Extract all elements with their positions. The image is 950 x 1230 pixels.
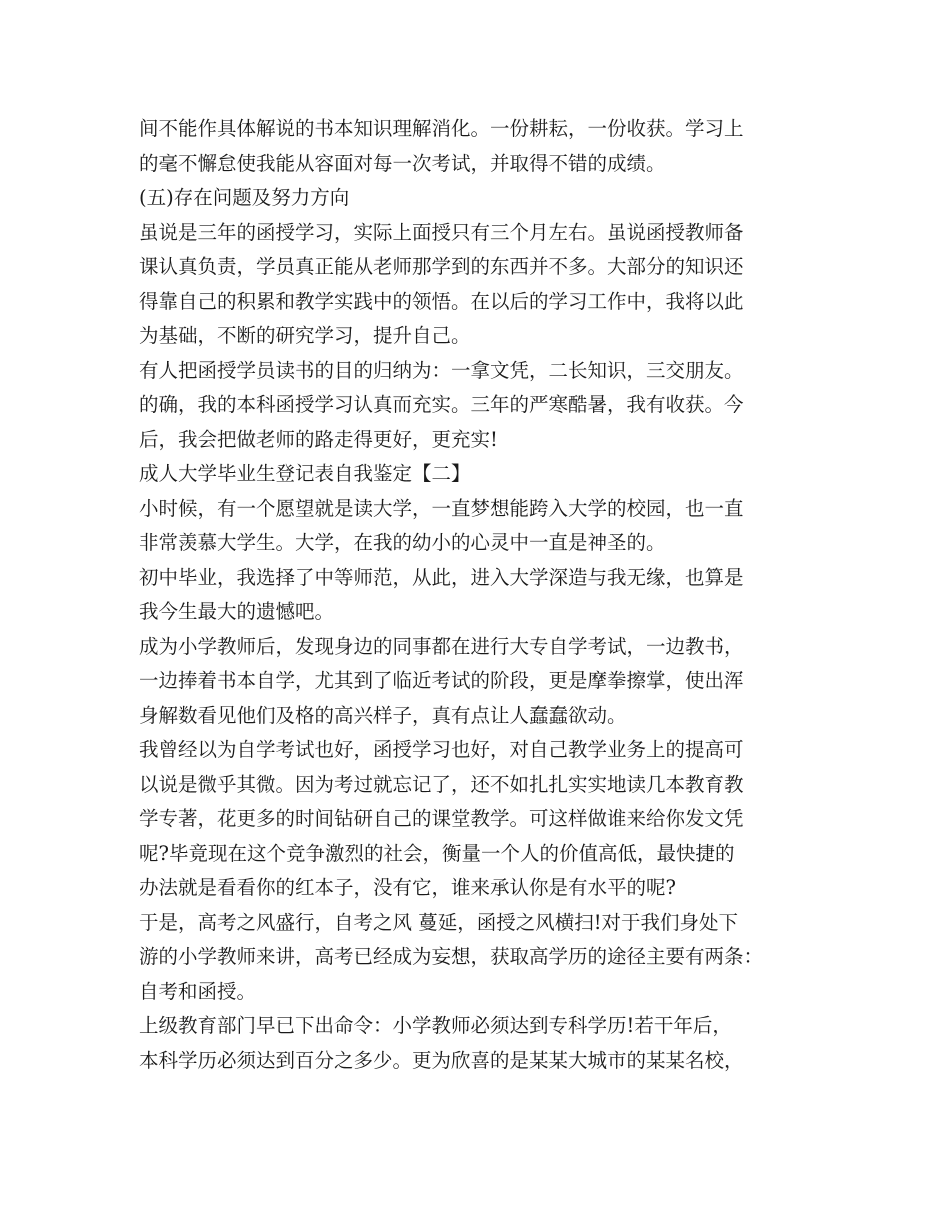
text-line: 学专著，花更多的时间钻研自己的课堂教学。可这样做谁来给你发文凭: [139, 807, 744, 830]
text-line: 间不能作具体解说的书本知识理解消化。一份耕耘，一份收获。学习上: [139, 117, 744, 140]
text-line: 我今生最大的遗憾吧。: [139, 600, 335, 623]
text-line: 于是，高考之风盛行，自考之风 蔓延，函授之风横扫!对于我们身处下: [139, 910, 739, 934]
text-line: 成为小学教师后，发现身边的同事都在进行大专自学考试，一边教书，: [139, 634, 744, 658]
text-line: 呢?毕竟现在这个竞争激烈的社会，衡量一个人的价值高低，最快捷的: [139, 841, 735, 865]
text-line: 虽说是三年的函授学习，实际上面授只有三个月左右。虽说函授教师备: [139, 220, 744, 244]
text-line: 办法就是看看你的红本子，没有它，谁来承认你是有水平的呢?: [139, 876, 676, 899]
text-line: 初中毕业，我选择了中等师范，从此，进入大学深造与我无缘，也算是: [139, 565, 744, 589]
document-body: [139, 112, 829, 1078]
text-line: 的毫不懈怠使我能从容面对每一次考试，并取得不错的成绩。: [139, 151, 666, 175]
text-line: 游的小学教师来讲，高考已经成为妄想，获取高学历的途径主要有两条：: [139, 945, 764, 968]
text-line: 上级教育部门早已下出命令：小学教师必须达到专科学历!若干年后，: [139, 1014, 732, 1037]
text-line: 非常羡慕大学生。大学，在我的幼小的心灵中一直是神圣的。: [139, 531, 666, 554]
text-line: 一边捧着书本自学，尤其到了临近考试的阶段，更是摩拳擦掌，使出浑: [139, 669, 744, 692]
text-line: 自考和函授。: [139, 979, 257, 1003]
text-line: 为基础，不断的研究学习，提升自己。: [139, 324, 471, 347]
text-line: 身解数看见他们及格的高兴样子，真有点让人蠢蠢欲动。: [139, 703, 627, 727]
text-line: 小时候，有一个愿望就是读大学，一直梦想能跨入大学的校园，也一直: [139, 496, 744, 520]
text-line: 课认真负责，学员真正能从老师那学到的东西并不多。大部分的知识还: [139, 255, 744, 278]
text-line: 的确，我的本科函授学习认真而充实。三年的严寒酷暑，我有收获。今: [139, 393, 744, 416]
section-heading: (五)存在问题及努力方向: [139, 186, 350, 209]
section-title: 成人大学毕业生登记表自我鉴定【二】: [139, 462, 471, 485]
text-line: 本科学历必须达到百分之多少。更为欣喜的是某某大城市的某某名校，: [139, 1048, 744, 1072]
text-line: 得靠自己的积累和教学实践中的领悟。在以后的学习工作中，我将以此: [139, 289, 744, 313]
text-line: 以说是微乎其微。因为考过就忘记了，还不如扎扎实实地读几本教育教: [139, 772, 744, 796]
text-line: 我曾经以为自学考试也好，函授学习也好，对自己教学业务上的提高可: [139, 738, 744, 761]
text-line: 有人把函授学员读书的目的归纳为：一拿文凭，二长知识，三交朋友。: [139, 358, 744, 382]
text-line: 后，我会把做老师的路走得更好，更充实!: [139, 427, 498, 451]
